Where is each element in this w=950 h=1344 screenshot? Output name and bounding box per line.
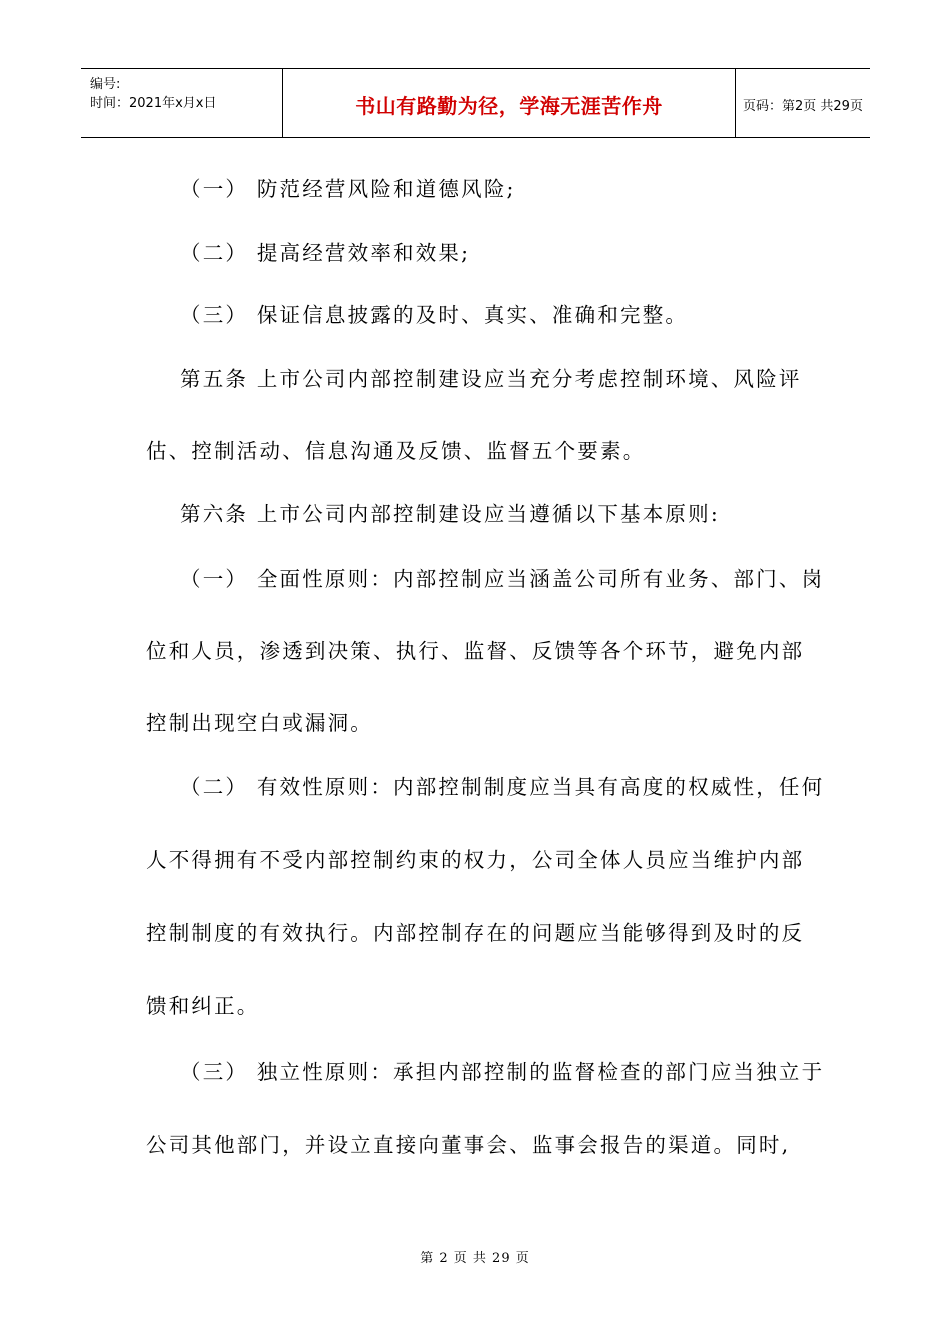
header-motto-cell xyxy=(282,69,736,137)
paragraph-line: （三） 保证信息披露的及时、真实、准确和完整。 xyxy=(180,303,689,327)
paragraph-line: （三） 独立性原则：承担内部控制的监督检查的部门应当独立于 xyxy=(180,1060,825,1084)
paragraph-line: 控制出现空白或漏洞。 xyxy=(146,711,373,735)
paragraph-line: 估、控制活动、信息沟通及反馈、监督五个要素。 xyxy=(146,439,646,463)
paragraph-line: （二） 提高经营效率和效果; xyxy=(180,241,471,265)
paragraph-line: 控制制度的有效执行。内部控制存在的问题应当能够得到及时的反 xyxy=(146,921,805,945)
document-number-label: 编号: xyxy=(90,77,121,92)
paragraph-line: 公司其他部门，并设立直接向董事会、监事会报告的渠道。同时, xyxy=(146,1133,791,1157)
header-motto: 书山有路勤为径，学海无涯苦作舟 xyxy=(355,94,663,118)
header-page-cell xyxy=(735,69,870,137)
page-footer: 第 2 页 共 29 页 xyxy=(420,1251,530,1266)
paragraph-line: （二） 有效性原则：内部控制制度应当具有高度的权威性，任何 xyxy=(180,775,825,799)
document-time-label: 时间：2021年x月x日 xyxy=(90,96,217,111)
paragraph-line: 馈和纠正。 xyxy=(146,994,260,1018)
paragraph-line: 人不得拥有不受内部控制约束的权力，公司全体人员应当维护内部 xyxy=(146,848,805,872)
paragraph-line: （一） 防范经营风险和道德风险; xyxy=(180,177,516,201)
paragraph-line: （一） 全面性原则：内部控制应当涵盖公司所有业务、部门、岗 xyxy=(180,567,825,591)
page-header xyxy=(81,68,870,138)
paragraph-line: 位和人员，渗透到决策、执行、监督、反馈等各个环节，避免内部 xyxy=(146,639,805,663)
paragraph-line: 第五条 上市公司内部控制建设应当充分考虑控制环境、风险评 xyxy=(180,367,802,391)
header-page-number: 页码：第2页 共29页 xyxy=(743,99,863,114)
header-meta-cell xyxy=(81,69,282,137)
paragraph-line: 第六条 上市公司内部控制建设应当遵循以下基本原则: xyxy=(180,502,720,526)
